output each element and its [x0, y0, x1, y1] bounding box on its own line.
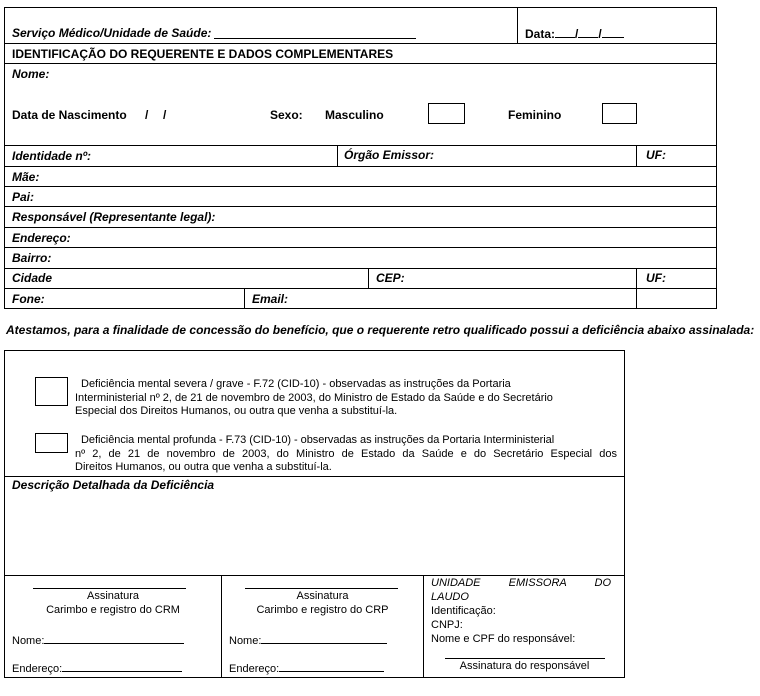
date-day-field[interactable] [555, 26, 575, 38]
option-profound-text [75, 434, 617, 475]
section-title: IDENTIFICAÇÃO DO REQUERENTE E DADOS COMPLEMENTARES [12, 47, 394, 61]
crp-signature-line[interactable] [245, 588, 398, 589]
uf-label: UF: [646, 148, 666, 162]
option-profound-checkbox[interactable] [35, 433, 68, 453]
option-severe-checkbox[interactable] [35, 377, 68, 406]
date-divider [517, 7, 518, 43]
unit-title-line: UNIDADE EMISSORA DO [431, 577, 611, 589]
attest-text: Atestamos, para a finalidade de concessão do benefício, que o requerente retro qualificado possui a deficiência abaixo assinalada: [6, 323, 755, 337]
responsavel-label: Responsável (Representante legal): [12, 210, 216, 224]
col-divider [337, 145, 338, 166]
crm-signature-label: Assinatura [87, 590, 139, 602]
crm-address-label: Endereço: [12, 663, 63, 675]
crm-address-field[interactable] [62, 660, 182, 672]
crp-name-field[interactable] [261, 632, 387, 644]
row-divider [4, 63, 717, 64]
crm-name-field[interactable] [44, 632, 184, 644]
unit-identification-label: Identificação: [431, 605, 496, 617]
sexo-label: Sexo: [270, 108, 303, 122]
option-severe-text [75, 378, 617, 419]
row-divider [4, 166, 717, 167]
birth-label: Data de Nascimento [12, 108, 127, 122]
crm-address-row [12, 660, 182, 675]
crm-stamp-label: Carimbo e registro do CRM [46, 604, 180, 616]
crp-signature-label: Assinatura [296, 590, 349, 602]
cidade-label: Cidade [12, 271, 53, 285]
row-divider [4, 575, 625, 576]
row-divider [4, 186, 717, 187]
row-divider [4, 268, 717, 269]
col-divider [244, 288, 245, 309]
fone-label: Fone: [12, 292, 45, 306]
nome-label: Nome: [12, 67, 50, 81]
row-divider [4, 227, 717, 228]
date-month-field[interactable] [578, 26, 598, 38]
endereco-label: Endereço: [12, 231, 71, 245]
crm-name-label: Nome: [12, 635, 45, 647]
option-line: Interministerial nº 2, de 21 de novembro de 2003, do Ministro de Estado da Saúde e do Secretário [75, 391, 553, 404]
crm-name-row [12, 632, 184, 647]
orgao-label: Órgão Emissor: [344, 148, 435, 162]
pai-label: Pai: [12, 190, 35, 204]
birth-sep-1: / [145, 108, 149, 122]
feminino-label: Feminino [508, 108, 562, 122]
row-divider [4, 43, 717, 44]
masculino-checkbox[interactable] [428, 103, 465, 124]
option-line: Direitos Humanos, ou outra que venha a substituí-la. [75, 461, 332, 473]
birth-sep-2: / [163, 108, 167, 122]
row-divider [4, 145, 717, 146]
unit-title-line: LAUDO [431, 590, 469, 603]
col-divider [368, 268, 369, 289]
crp-address-field[interactable] [279, 660, 384, 672]
crp-name-row [229, 632, 387, 647]
masculino-label: Masculino [325, 108, 384, 122]
crm-signature-line[interactable] [33, 588, 186, 589]
row-divider [4, 206, 717, 207]
uf2-label: UF: [646, 271, 666, 285]
option-line: Deficiência mental profunda - F.73 (CID-10) - observadas as instruções da Portaria Interministerial [81, 434, 555, 446]
service-field[interactable] [214, 38, 416, 39]
unit-signature-line[interactable] [445, 658, 605, 659]
description-area[interactable] [5, 495, 624, 574]
row-divider [4, 476, 625, 477]
service-label: Serviço Médico/Unidade de Saúde: [12, 26, 212, 40]
option-line: Especial dos Direitos Humanos, ou outra que venha a substituí-la. [75, 405, 398, 417]
row-divider [4, 288, 717, 289]
date-year-field[interactable] [602, 26, 624, 38]
crp-stamp-label: Carimbo e registro do CRP [256, 604, 389, 616]
crp-address-label: Endereço: [229, 663, 280, 675]
option-line: nº 2, de 21 de novembro de 2003, do Ministro de Estado da Saúde e do Secretário Especial dos [75, 447, 617, 460]
description-label: Descrição Detalhada da Deficiência [12, 478, 215, 492]
bairro-label: Bairro: [12, 251, 52, 265]
service-label-row [12, 26, 211, 40]
feminino-checkbox[interactable] [602, 103, 637, 124]
date-row: Data: / / [525, 26, 624, 41]
unit-title [431, 577, 611, 604]
unit-signature-label: Assinatura do responsável [459, 660, 590, 672]
crp-name-label: Nome: [229, 635, 262, 647]
option-line: Deficiência mental severa / grave - F.72 (CID-10) - observadas as instruções da Portaria [81, 378, 511, 390]
crp-address-row [229, 660, 384, 675]
col-divider [636, 145, 637, 166]
unit-responsible-label: Nome e CPF do responsável: [431, 633, 576, 645]
email-label: Email: [252, 292, 289, 306]
row-divider [4, 247, 717, 248]
mae-label: Mãe: [12, 170, 40, 184]
unit-cnpj-label: CNPJ: [431, 619, 463, 631]
identidade-label: Identidade nº: [12, 149, 92, 163]
cep-label: CEP: [376, 271, 405, 285]
date-label: Data: [525, 27, 556, 41]
